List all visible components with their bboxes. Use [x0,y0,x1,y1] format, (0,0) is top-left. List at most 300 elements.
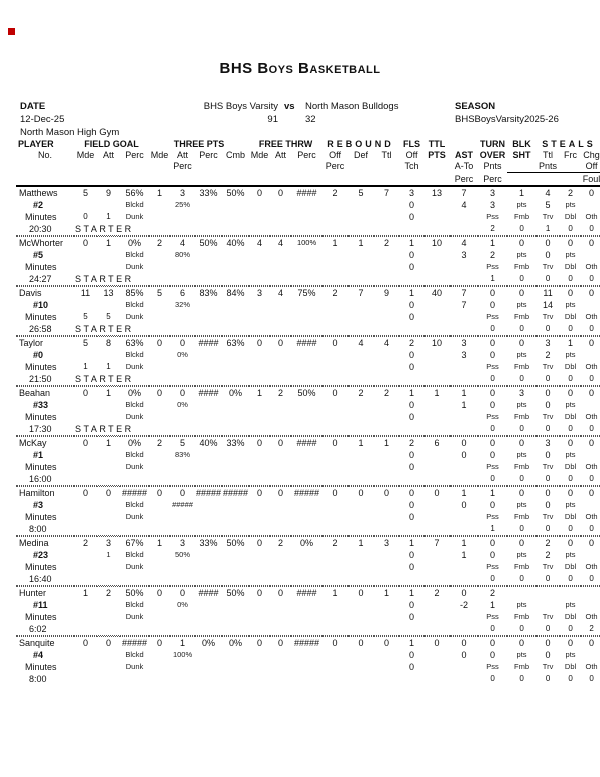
steals-pnts-cell: 0 [545,400,551,410]
tp-made-cell: 0 [149,586,170,599]
tp-perc-cell: 40% [195,436,222,449]
combined-perc-cell: 50% [222,586,249,599]
blk-cell: 0 [507,286,536,299]
player-number: #23 [33,550,49,560]
dbl-label: Dbl [564,662,577,671]
tp-made-cell: 1 [149,536,170,549]
to-pnts-cell: 1 [490,600,496,610]
oth-label: Oth [585,212,598,221]
ft-made-cell: 0 [249,486,270,499]
dunk-label: Dunk [125,462,144,471]
fg-perc-cell: 50% [120,586,149,599]
reb-def-cell: 2 [348,386,374,399]
reb-ttl-cell: 0 [374,636,399,649]
minutes-label: Minutes [25,312,57,322]
minutes-label: Minutes [25,512,57,522]
dbl-value: 0 [568,674,573,683]
pss-label: Pss [486,512,499,521]
header-turn: TURN [480,139,506,149]
dunk-label: Dunk [125,612,144,621]
fouls-cell: 0 [399,486,424,499]
steals-pnts-cell: 0 [545,450,551,460]
trv-value: 0 [536,573,560,586]
player-number: #10 [33,300,49,310]
dbl-value: 0 [560,223,581,236]
pss-value: 0 [478,423,507,436]
player-detail-row [16,449,600,461]
trv-label: Trv [542,512,554,521]
steals-chg-cell: 0 [581,286,600,299]
player-minutes-row [16,611,600,623]
player-stat-row [16,187,600,199]
reb-off-cell: 2 [322,536,348,549]
player-number: #4 [33,650,44,660]
fg-att-cell: 9 [105,188,111,198]
pss-label: Pss [486,362,499,371]
dbl-value: 0 [560,373,581,386]
pss-label: Pss [486,262,499,271]
dbl-value: 0 [560,473,581,486]
fmb-label: Fmb [514,612,530,621]
player-name: Hamilton [16,486,74,499]
dunk-att-cell: 1 [106,212,111,221]
blk-cell: 0 [507,336,536,349]
blocked-label: Blckd [125,350,144,359]
pss-label: Pss [486,212,499,221]
players-tbody [16,187,600,685]
ast-cell: 0 [450,586,478,599]
frc-pts-label: pts [565,350,576,359]
date-value: 12-Dec-25 [20,114,65,125]
blk-cell: 0 [507,236,536,249]
tp-att-perc-cell: 0% [177,400,188,409]
fmb-value: 0 [507,523,536,536]
reb-def-cell: 7 [348,286,374,299]
oth-value: 0 [589,674,594,683]
starter-label [74,623,149,636]
header-ttl: TTL [428,139,446,149]
fmb-label: Fmb [514,212,530,221]
dunk-made-cell [74,561,97,573]
season-value: BHSBoysVarsity2025-26 [455,114,559,125]
ast-cell: 0 [450,636,478,649]
fg-made-cell: 2 [74,536,97,549]
trv-label: Trv [542,312,554,321]
blk-cell: 0 [507,436,536,449]
fg-att-cell: 1 [97,386,120,399]
ast-to-cell: 0 [461,450,467,460]
blocked-att-cell [97,649,120,661]
to-pnts-cell: 0 [490,550,496,560]
ft-att-cell: 2 [270,536,291,549]
ast-cell: 4 [450,236,478,249]
blocked-att-cell [97,449,120,461]
fg-att-cell: 0 [97,486,120,499]
fouls-cell: 2 [399,436,424,449]
ttl-pts-cell: 0 [424,486,450,499]
frc-pts-label: pts [565,600,576,609]
oth-value: 0 [581,473,600,486]
steals-ttl-cell: 2 [536,536,560,549]
oth-value: 0 [581,373,600,386]
frc-pts-label: pts [565,450,576,459]
fmb-label: Fmb [514,512,530,521]
to-pnts-cell: 2 [490,250,496,260]
reb-off-cell: 0 [322,386,348,399]
player-number: #5 [33,250,44,260]
fg-att-cell: 0 [97,636,120,649]
steals-chg-cell [581,586,600,599]
player-name: McWhorter [16,236,74,249]
ft-made-cell: 0 [249,636,270,649]
fouls-third-cell: 0 [409,312,415,322]
fmb-value: 0 [507,373,536,386]
blk-cell [507,586,536,599]
fouls-third-cell: 0 [409,462,415,472]
reb-ttl-cell: 9 [374,286,399,299]
trv-value: 0 [536,373,560,386]
away-score: 32 [305,114,316,125]
tp-perc-cell: 33% [199,188,218,198]
reb-def-cell: 1 [348,536,374,549]
steals-ttl-cell: 4 [545,188,551,198]
header-rebound: REBOUND [327,139,394,149]
reb-off-cell: 0 [322,436,348,449]
fouls-tch-cell: 0 [409,200,415,210]
frc-pts-label: pts [565,550,576,559]
blocked-label: Blckd [125,400,144,409]
starter-label: STARTER [74,373,149,386]
player-number: #2 [33,200,44,210]
to-pnts-cell: 0 [490,450,496,460]
dbl-value: 0 [560,423,581,436]
ft-made-cell: 0 [257,188,263,198]
dbl-label: Dbl [564,262,577,271]
steals-ttl-cell: 0 [536,236,560,249]
steals-pnts-cell: 2 [545,550,551,560]
player-number: #3 [33,500,44,510]
oth-value: 0 [581,523,600,536]
fmb-label: Fmb [514,412,530,421]
dbl-value: 0 [560,273,581,286]
dbl-label: Dbl [564,512,577,521]
header-sht: SHT [512,150,531,160]
combined-perc-cell: 50% [222,536,249,549]
pss-value: 0 [478,623,507,636]
oth-value: 0 [581,573,600,586]
ft-perc-cell: #### [296,188,317,198]
oth-value: 2 [581,623,600,636]
fouls-third-cell: 0 [409,212,415,222]
fouls-third-cell: 0 [409,562,415,572]
blk-pts-label: pts [516,300,527,309]
player-detail-row [16,199,600,211]
player-name: Taylor [16,336,74,349]
fouls-cell: 1 [399,286,424,299]
oth-label: Oth [585,462,598,471]
trv-value: 0 [536,423,560,436]
dunk-att-cell [97,511,120,523]
tp-att-cell: 0 [170,386,195,399]
reb-def-cell: 0 [348,486,374,499]
trv-value: 0 [536,473,560,486]
dunk-made-cell [74,461,97,473]
tp-made-cell: 5 [149,286,170,299]
reb-off-cell: 2 [322,286,348,299]
ast-to-cell: 3 [461,250,467,260]
blk-pts-label: pts [516,250,527,259]
starter-label: STARTER [74,423,149,436]
blocked-att-cell [97,349,120,361]
fouls-tch-cell: 0 [409,500,415,510]
player-number: #11 [33,600,48,610]
ast-cell: 0 [450,436,478,449]
player-minutes-row [16,461,600,473]
dbl-value: 0 [560,623,581,636]
header-field-goal: FIELD GOAL [84,139,139,149]
player-stat-row [16,436,600,449]
steals-chg-cell: 0 [581,636,600,649]
player-time-row [16,323,600,336]
away-team: North Mason Bulldogs [305,101,399,112]
steals-ttl-cell: 0 [536,636,560,649]
player-detail-row [16,349,600,361]
ft-perc-cell: 0% [291,536,322,549]
tp-att-perc-cell: 80% [175,250,191,259]
fouls-third-cell: 0 [409,512,415,522]
reb-off-cell: 0 [322,486,348,499]
fmb-label: Fmb [514,562,530,571]
fmb-value: 0 [519,674,524,683]
ast-cell: 1 [450,486,478,499]
pss-value: 0 [478,573,507,586]
player-stat-row [16,486,600,499]
fg-perc-cell: ##### [122,638,148,648]
ft-att-cell: 0 [270,586,291,599]
dunk-made-cell [74,611,97,623]
steals-ttl-cell: 11 [536,286,560,299]
dunk-att-cell [97,411,120,423]
ast-to-cell: 0 [461,650,467,660]
home-team: BHS Boys Varsity [203,101,278,112]
reb-ttl-cell: 1 [374,436,399,449]
ft-perc-cell: 75% [291,286,322,299]
ft-perc-cell: #### [291,336,322,349]
fg-att-cell: 2 [97,586,120,599]
blk-pts-label: pts [516,550,527,559]
ast-to-cell: 1 [461,400,467,410]
pss-label: Pss [486,612,499,621]
header-pts: PTS [428,150,446,160]
player-detail-row [16,399,600,411]
reb-off-cell: 0 [322,636,348,649]
starter-label: STARTER [74,223,149,236]
trv-label: Trv [542,212,554,221]
fmb-label: Fmb [514,312,530,321]
fouls-cell: 2 [399,336,424,349]
ttl-pts-cell: 6 [424,436,450,449]
reb-ttl-cell: 7 [384,188,390,198]
pss-label: Pss [486,662,499,671]
fg-made-cell: 0 [74,386,97,399]
trv-label: Trv [542,262,554,271]
player-stat-row [16,586,600,599]
minutes-label: Minutes [25,412,57,422]
trv-value: 0 [545,674,551,683]
dbl-label: Dbl [564,462,577,471]
fouls-third-cell: 0 [409,412,415,422]
ft-made-cell: 0 [249,536,270,549]
tp-att-perc-cell: 50% [175,550,191,559]
page-title: BHS Boys Basketball [219,60,381,77]
tp-perc-cell: #### [195,586,222,599]
fouls-third-cell: 0 [409,612,415,622]
oth-label: Oth [585,612,598,621]
player-time-row [16,273,600,286]
tp-att-perc-cell: 32% [175,300,191,309]
blocked-label: Blckd [125,600,144,609]
ft-made-cell: 1 [249,386,270,399]
tp-made-cell: 0 [149,486,170,499]
tp-att-perc-cell: 100% [172,650,193,659]
to-pnts-cell: 0 [490,350,496,360]
player-minutes-row [16,311,600,323]
dunk-made-cell [74,261,97,273]
combined-perc-cell: 0% [222,386,249,399]
tp-att-cell: 0 [170,336,195,349]
minutes-label: Minutes [25,362,57,372]
tp-att-cell: 4 [170,236,195,249]
steals-ttl-cell [536,586,560,599]
steals-pnts-cell: 2 [545,350,551,360]
home-score: 91 [267,114,278,125]
dunk-label: Dunk [125,512,144,521]
player-number: #33 [33,400,49,410]
blk-pts-label: pts [516,400,527,409]
dbl-label: Dbl [564,412,577,421]
minutes-label: Minutes [25,662,57,672]
steals-chg-cell: 0 [581,386,600,399]
pss-value: 0 [478,473,507,486]
reb-off-cell: 0 [322,336,348,349]
vs-label: vs [284,101,295,112]
reb-def-cell: 5 [358,188,364,198]
player-time-row [16,673,600,685]
ft-made-cell: 0 [249,436,270,449]
fg-perc-cell: 0% [120,386,149,399]
player-number: #0 [33,350,44,360]
tp-att-perc-cell: ##### [172,500,193,509]
stats-table [16,139,600,685]
ft-perc-cell: ##### [291,486,322,499]
blk-pts-label: pts [516,500,527,509]
player-minutes-row [16,211,600,223]
steals-pnts-cell [536,599,560,611]
steals-frc-cell: 0 [560,486,581,499]
player-minutes-row [16,411,600,423]
turnover-cell: 0 [478,336,507,349]
player-name: Sanquite [16,636,74,649]
ast-cell: 1 [450,386,478,399]
table-header: PLAYER FIELD GOAL THREE PTS FREE THRW REBOUND FLS TTL TURN BLK STEALS No. Mde Att Perc Mde Att Perc Cmb Mde Att Perc Off Def Ttl Off PTS AST OVER SHT Ttl Frc Chg Perc Perc Tch A-To Pnts Pnts Off Perc Perc Foul [16,139,600,187]
reb-ttl-cell: 1 [374,586,399,599]
fg-made-cell: 0 [74,486,97,499]
ttl-pts-cell: 2 [424,586,450,599]
starter-label: STARTER [74,273,149,286]
pss-value: 0 [478,323,507,336]
reb-def-cell: 4 [348,336,374,349]
player-stat-row [16,636,600,649]
dunk-label: Dunk [125,362,144,371]
fouls-tch-cell: 0 [409,300,415,310]
player-stat-row [16,336,600,349]
player-detail-row [16,649,600,661]
ast-cell: 1 [450,536,478,549]
combined-perc-cell: ##### [223,488,249,498]
blocked-att-cell: 1 [106,550,111,559]
blocked-att-cell [97,599,120,611]
steals-pnts-cell: 5 [545,200,551,210]
fouls-cell: 1 [399,636,424,649]
steals-frc-cell: 0 [560,636,581,649]
fmb-value: 0 [507,423,536,436]
trv-value: 0 [536,623,560,636]
tp-perc-cell: #### [195,336,222,349]
minutes-label: Minutes [25,262,57,272]
tp-made-cell: 2 [149,436,170,449]
player-time-row [16,573,600,586]
oth-value: 0 [581,423,600,436]
dunk-made-cell: 0 [83,212,88,221]
ft-made-cell: 4 [249,236,270,249]
fouls-cell: 1 [399,536,424,549]
ast-to-cell: 1 [461,550,467,560]
ft-att-cell: 4 [270,286,291,299]
tp-att-perc-cell: 0% [177,600,188,609]
fmb-value: 0 [507,273,536,286]
player-detail-row [16,499,600,511]
fouls-cell: 1 [399,386,424,399]
fouls-tch-cell: 0 [409,600,415,610]
player-detail-row [16,549,600,561]
tp-att-cell: 0 [170,486,195,499]
fouls-tch-cell: 0 [409,550,415,560]
fg-att-cell: 1 [97,436,120,449]
dbl-value: 0 [560,523,581,536]
reb-def-cell: 1 [348,236,374,249]
player-stat-row [16,386,600,399]
tp-att-cell: 3 [180,188,186,198]
tp-perc-cell: 0% [195,636,222,649]
ft-made-cell: 0 [249,336,270,349]
reb-def-cell: 0 [348,586,374,599]
fmb-label: Fmb [514,262,530,271]
tp-perc-cell: 33% [195,536,222,549]
turnover-cell: 0 [478,286,507,299]
tp-att-perc-cell: 0% [177,350,188,359]
player-name: Medina [16,536,74,549]
fg-perc-cell: 56% [125,188,144,198]
player-detail-row [16,249,600,261]
tp-perc-cell: 50% [195,236,222,249]
fg-att-cell: 3 [97,536,120,549]
fouls-cell: 3 [409,188,415,198]
combined-perc-cell: 84% [222,286,249,299]
oth-label: Oth [585,362,598,371]
dbl-label: Dbl [564,612,577,621]
fmb-value: 0 [507,573,536,586]
ft-att-cell: 4 [270,236,291,249]
